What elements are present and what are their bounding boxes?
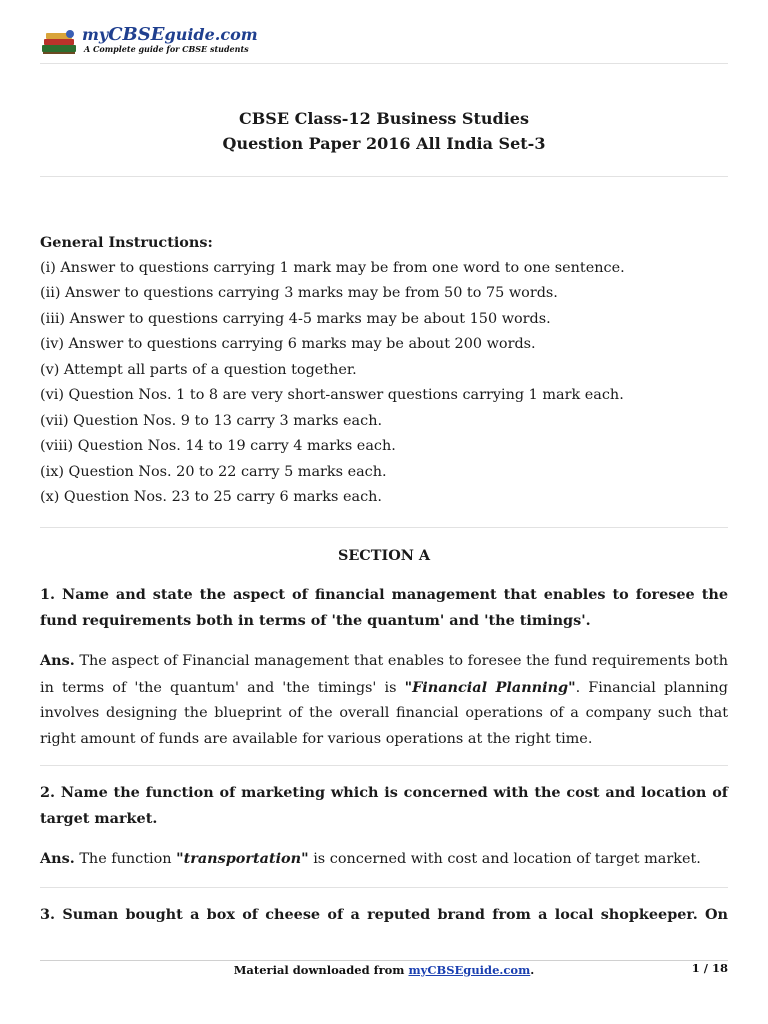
header-divider <box>40 63 728 64</box>
general-instructions <box>40 230 728 511</box>
question-2: 2. Name the function of marketing which is concerned with the cost and location of target market. <box>40 784 728 827</box>
question-3: 3. Suman bought a box of cheese of a reputed brand from a local shopkeeper. On <box>40 906 728 923</box>
logo-tagline: A Complete guide for CBSE students <box>84 44 249 54</box>
instructions-heading: General Instructions: <box>40 234 213 251</box>
question-divider <box>40 887 728 888</box>
instruction-item: (viii) Question Nos. 14 to 19 carry 4 marks each. <box>40 438 396 454</box>
footer-link[interactable]: myCBSEguide.com <box>408 963 531 977</box>
instruction-item: (vi) Question Nos. 1 to 8 are very short-answer questions carrying 1 mark each. <box>40 387 624 403</box>
question-divider <box>40 765 728 766</box>
logo-brand: myCBSEguide.com <box>82 24 258 45</box>
title-divider <box>40 176 728 177</box>
instruction-item: (i) Answer to questions carrying 1 mark may be from one word to one sentence. <box>40 259 625 276</box>
footer-note: Material downloaded from myCBSEguide.com. <box>233 963 535 977</box>
instruction-item: (vii) Question Nos. 9 to 13 carry 3 marks each. <box>40 412 383 429</box>
books-logo-icon <box>40 28 80 56</box>
question-1: 1. Name and state the aspect of financial management that enables to foresee the fund requirements both in terms of 'the quantum' and 'the timings'. <box>40 586 728 629</box>
answer-label: Ans. <box>40 652 75 669</box>
page-number: 1 / 18 <box>691 961 728 975</box>
instruction-item: (iii) Answer to questions carrying 4-5 marks may be about 150 words. <box>40 310 551 327</box>
instruction-item: (v) Attempt all parts of a question together. <box>40 361 357 378</box>
instruction-item: (x) Question Nos. 23 to 25 carry 6 marks each. <box>40 489 382 505</box>
answer-1: Ans. The aspect of Financial management that enables to foresee the fund requirements both in terms of 'the quantum' and 'the timings' is "Financial Planning". Financial planning involves designing the blueprint of the overall financial operations of a company such that right amount of funds are available for various operations at the right time. <box>40 652 728 747</box>
instruction-item: (ii) Answer to questions carrying 3 marks may be from 50 to 75 words. <box>40 285 558 301</box>
instruction-item: (ix) Question Nos. 20 to 22 carry 5 marks each. <box>40 463 387 480</box>
answer-label: Ans. <box>40 850 75 867</box>
section-heading: SECTION A <box>337 547 431 564</box>
instruction-item: (iv) Answer to questions carrying 6 marks may be about 200 words. <box>40 336 536 352</box>
answer-emphasis: "Financial Planning" <box>404 678 576 696</box>
answer-2: Ans. The function "transportation" is concerned with cost and location of target market. <box>40 850 701 867</box>
answer-emphasis: "transportation" <box>176 850 309 867</box>
paper-title-line-1: CBSE Class-12 Business Studies <box>239 109 529 128</box>
logo[interactable] <box>82 26 258 54</box>
instructions-divider <box>40 527 728 528</box>
paper-title-line-2: Question Paper 2016 All India Set-3 <box>222 134 546 153</box>
site-header <box>40 26 728 62</box>
footer-divider <box>40 960 728 961</box>
